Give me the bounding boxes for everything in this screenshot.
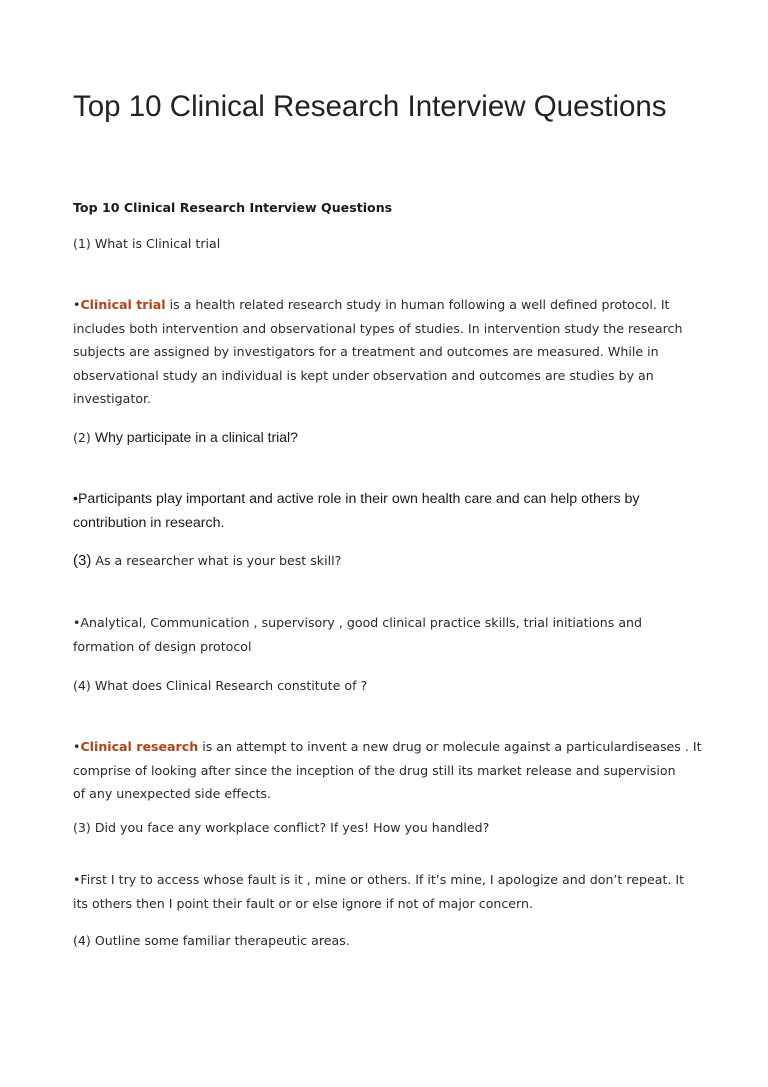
answer-line: •First I try to access whose fault is it , mine or others. If it’s mine, I apologize and don’t repeat. It — [73, 872, 685, 887]
question-5 — [73, 820, 489, 835]
question-number: (1) — [73, 236, 91, 251]
answer-line: investigator. — [73, 391, 152, 406]
question-text: What is Clinical trial — [94, 236, 221, 251]
highlight-term: Clinical research — [80, 739, 199, 754]
question-number: (4) — [73, 678, 91, 693]
answer-line: •Analytical, Communication , supervisory , good clinical practice skills, trial initiations and — [73, 615, 643, 630]
answer-line: •Participants play important and active role in their own health care and can help others by — [73, 491, 640, 507]
bullet: • — [73, 297, 81, 312]
bullet: • — [73, 739, 81, 754]
answer-5 — [73, 868, 713, 915]
question-text: Did you face any workplace conflict? If yes! How you handled? — [94, 820, 490, 835]
question-text: Why participate in a clinical trial? — [94, 429, 298, 445]
question-6 — [73, 933, 350, 948]
answer-2 — [73, 487, 713, 535]
answer-1 — [73, 293, 713, 411]
answer-line: subjects are assigned by investigators for a treatment and outcomes are measured. While in — [73, 344, 659, 359]
question-text: Outline some familiar therapeutic areas. — [94, 933, 350, 948]
answer-4 — [73, 735, 713, 806]
answer-line: its others then I point their fault or or else ignore if not of major concern. — [73, 895, 533, 911]
answer-line: •Clinical trial is a health related research study in human following a well defined protocol. It — [73, 297, 670, 312]
answer-line: contribution in research. — [73, 515, 225, 531]
question-text: What does Clinical Research constitute of ? — [94, 678, 368, 693]
question-text: As a researcher what is your best skill? — [95, 553, 342, 568]
question-number: (4) — [73, 933, 91, 948]
answer-line: includes both intervention and observational types of studies. In intervention study the research — [73, 320, 683, 336]
question-number: (2) — [73, 430, 91, 445]
question-number: (3) — [73, 552, 92, 569]
question-2 — [73, 429, 298, 445]
answer-line: comprise of looking after since the inception of the drug still its market release and supervision — [73, 762, 676, 778]
page-title: Top 10 Clinical Research Interview Questions — [73, 90, 667, 123]
answer-3 — [73, 611, 713, 658]
answer-line: formation of design protocol — [73, 638, 252, 654]
answer-line: of any unexpected side effects. — [73, 786, 271, 801]
question-4 — [73, 678, 367, 693]
highlight-term: Clinical trial — [80, 297, 166, 312]
section-heading: Top 10 Clinical Research Interview Questions — [73, 200, 393, 215]
question-3 — [73, 552, 341, 569]
answer-line: •Clinical research is an attempt to invent a new drug or molecule against a particulardiseases . It — [73, 739, 702, 754]
question-number: (3) — [73, 820, 91, 835]
question-1 — [73, 236, 220, 251]
answer-line: observational study an individual is kept under observation and outcomes are studies by an — [73, 367, 654, 383]
